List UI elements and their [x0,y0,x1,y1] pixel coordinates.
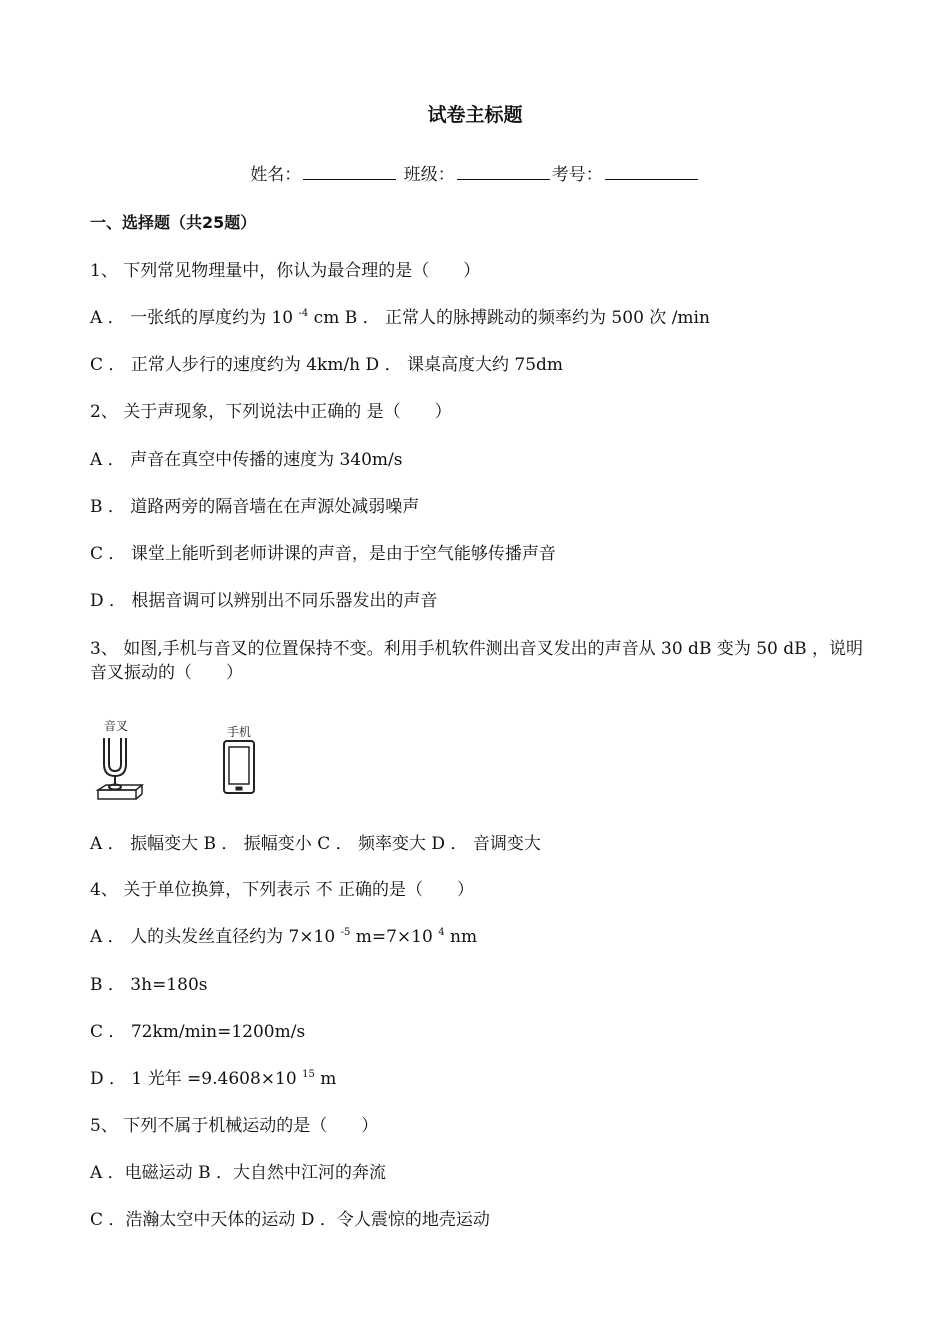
name-label: 姓名： [250,165,302,185]
question-5-option-ab: A ．电磁运动 B ．大自然中江河的奔流 [90,1163,386,1183]
class-label: 班级： [403,165,455,185]
id-label: 考号： [551,165,603,185]
question-4-option-c: C ． 72km/min=1200m/s [90,1022,306,1042]
question-3-stem: 3、 如图,手机与音叉的位置保持不变。利用手机软件测出音叉发出的声音从 30 dB 变为 50 dB ，说明音叉振动的（ ） [90,639,864,683]
section-heading: 一、选择题（共25题） [90,213,257,232]
tuning-fork-label: 音叉 [104,719,129,733]
tuning-fork-phone-figure [90,716,270,806]
question-2-option-a: A ． 声音在真空中传播的速度为 340m/s [90,450,403,470]
question-4-stem: 4、 关于单位换算，下列表示 不 正确的是（ ） [90,880,475,900]
question-2-option-d: D ． 根据音调可以辨别出不同乐器发出的声音 [90,591,438,611]
student-info-line [0,160,950,185]
question-1-option-cd: C ． 正常人步行的速度约为 4km/h D ． 课桌高度大约 75dm [90,355,564,375]
question-5-stem: 5、 下列不属于机械运动的是（ ） [90,1116,379,1136]
id-blank[interactable] [605,163,698,180]
question-4-option-a: A ． 人的头发丝直径约为 7×10 $^{-5}$ m=7×10 $^4$ nm [90,927,478,947]
question-4-option-d: D ． 1 光年 =9.4608×10 $^{15}$ m [90,1069,337,1089]
question-1-option-ab: A ． 一张纸的厚度约为 10 $^{-4}$ cm B ． 正常人的脉搏跳动的频率约为 500 次 /min [90,308,710,328]
figure-svg [90,716,270,806]
question-4-option-b: B ． 3h=180s [90,975,208,995]
name-blank[interactable] [303,163,396,180]
tuning-fork-icon [98,738,142,799]
question-5-option-cd: C ．浩瀚太空中天体的运动 D ．令人震惊的地壳运动 [90,1210,490,1230]
class-blank[interactable] [457,163,550,180]
question-2-option-c: C ． 课堂上能听到老师讲课的声音，是由于空气能够传播声音 [90,544,556,564]
page-title: 试卷主标题 [427,104,523,126]
question-2-option-b: B ． 道路两旁的隔音墙在在声源处减弱噪声 [90,497,420,517]
question-2-stem: 2、 关于声现象，下列说法中正确的 是（ ） [90,402,452,422]
question-3-options: A ． 振幅变大 B ． 振幅变小 C ． 频率变大 D ． 音调变大 [90,834,541,854]
phone-label: 手机 [227,725,252,739]
question-1-stem: 1、 下列常见物理量中，你认为最合理的是（ ） [90,261,481,281]
phone-icon [224,741,254,793]
